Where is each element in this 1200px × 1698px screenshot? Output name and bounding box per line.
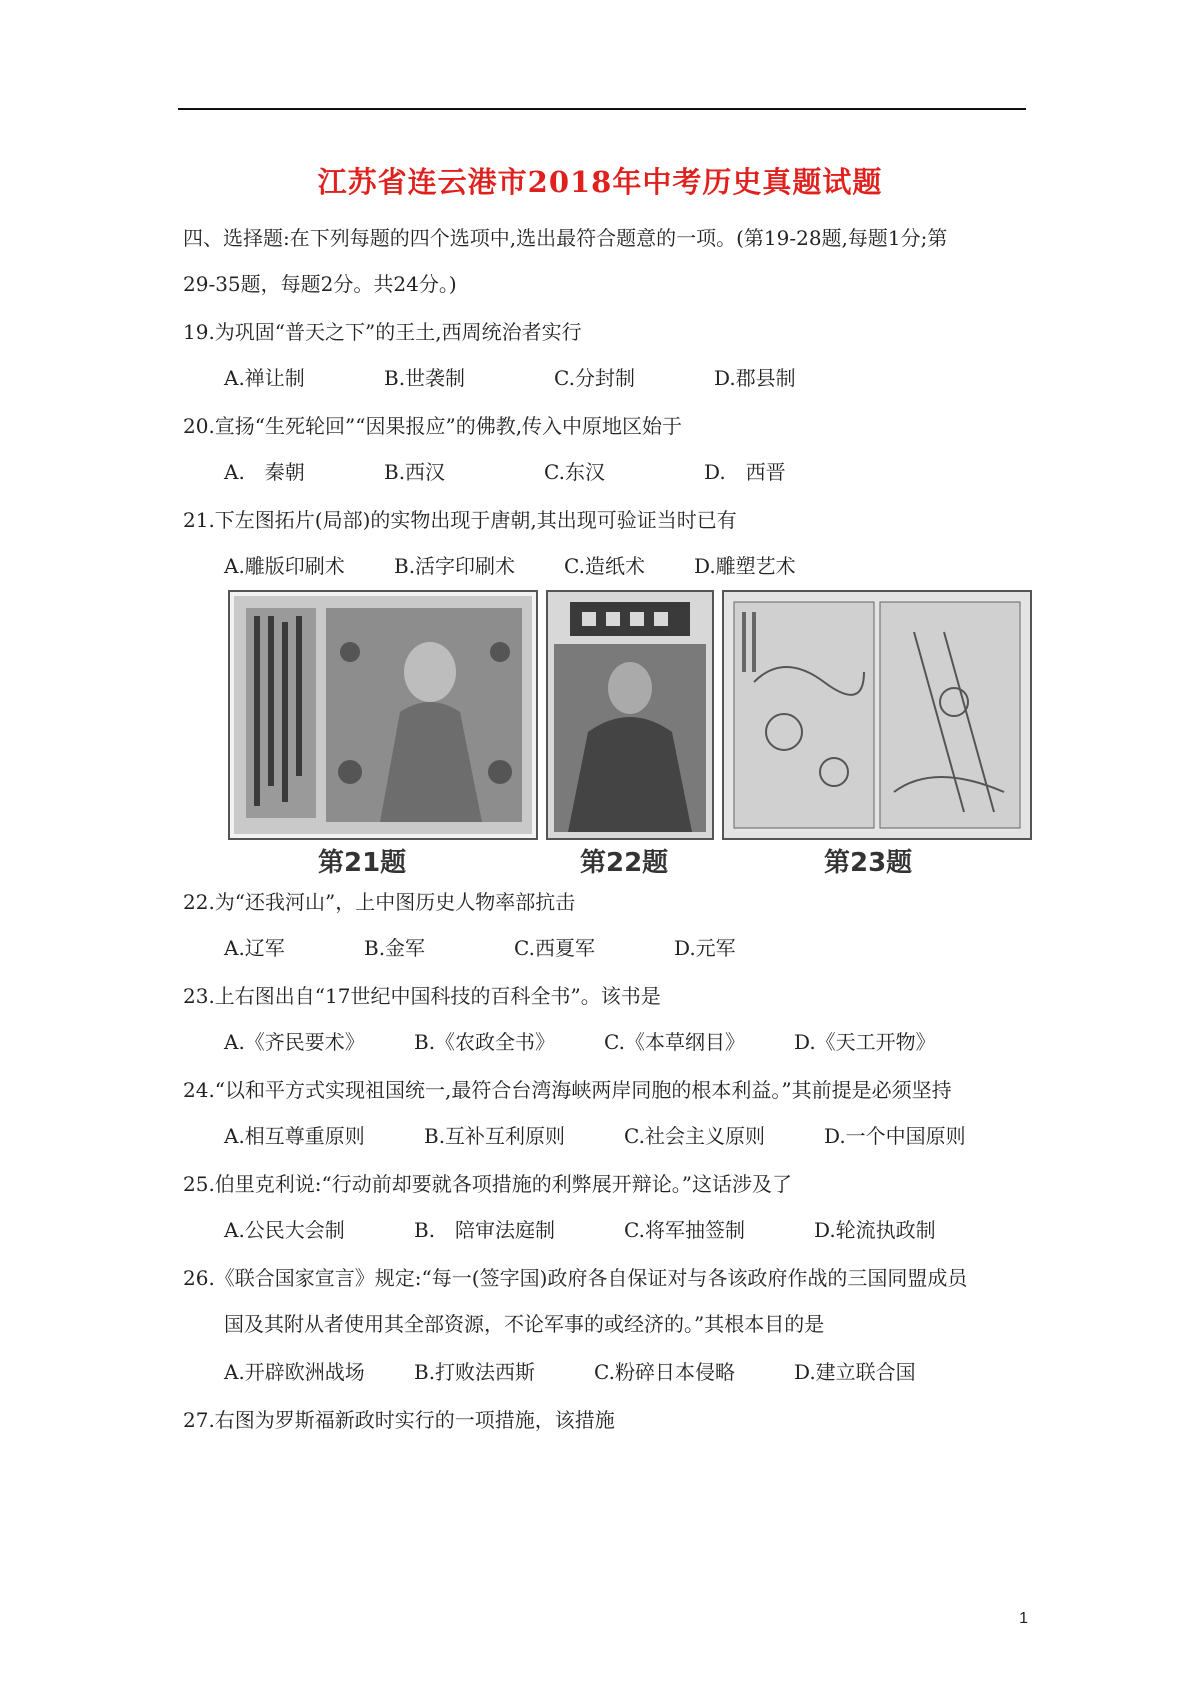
q25-option-d: D.轮流执政制 — [814, 1218, 936, 1242]
illustration-image — [722, 590, 1032, 840]
page-number: 1 — [1019, 1610, 1028, 1627]
question-26-stem-line-2: 国及其附从者使用其全部资源，不论军事的或经济的。”其根本目的是 — [224, 1312, 825, 1336]
q21-option-b: B.活字印刷术 — [394, 554, 516, 578]
top-rule — [178, 108, 1026, 110]
q22-option-c: C.西夏军 — [514, 936, 595, 960]
q23-option-c: C.《本草纲目》 — [604, 1030, 745, 1054]
q25-option-b: B. 陪审法庭制 — [414, 1218, 556, 1242]
intro-line-1: 四、选择题:在下列每题的四个选项中,选出最符合题意的一项。(第19-28题,每题1分;第 — [183, 226, 948, 250]
q19-option-b: B.世袭制 — [384, 366, 466, 390]
q24-option-b: B.互补互利原则 — [424, 1124, 566, 1148]
q19-option-d: D.郡县制 — [714, 366, 796, 390]
q21-option-a: A.雕版印刷术 — [224, 554, 345, 578]
intro-line-2: 29-35题，每题2分。共24分。) — [183, 272, 457, 296]
q26-option-b: B.打败法西斯 — [414, 1360, 536, 1384]
question-27-stem: 27.右图为罗斯福新政时实行的一项措施，该措施 — [183, 1408, 615, 1432]
q24-option-a: A.相互尊重原则 — [224, 1124, 365, 1148]
q22-option-d: D.元军 — [674, 936, 736, 960]
q26-option-a: A.开辟欧洲战场 — [224, 1360, 365, 1384]
q23-option-d: D.《天工开物》 — [794, 1030, 936, 1054]
caption-q22: 第22题 — [580, 848, 669, 878]
rubbing-image — [228, 590, 538, 840]
question-figures — [228, 590, 1038, 878]
question-22-stem: 22.为“还我河山”，上中图历史人物率部抗击 — [183, 890, 576, 914]
q25-option-a: A.公民大会制 — [224, 1218, 345, 1242]
q20-option-a: A. 秦朝 — [224, 460, 305, 484]
q19-option-a: A.禅让制 — [224, 366, 305, 390]
q26-option-d: D.建立联合国 — [794, 1360, 916, 1384]
question-24-stem: 24.“以和平方式实现祖国统一,最符合台湾海峡两岸同胞的根本利益。”其前提是必须坚持 — [183, 1078, 952, 1102]
question-20-stem: 20.宣扬“生死轮回”“因果报应”的佛教,传入中原地区始于 — [183, 414, 683, 438]
question-19-stem: 19.为巩固“普天之下”的王土,西周统治者实行 — [183, 320, 582, 344]
q19-option-c: C.分封制 — [554, 366, 635, 390]
q25-option-c: C.将军抽签制 — [624, 1218, 745, 1242]
q20-option-c: C.东汉 — [544, 460, 605, 484]
q24-option-c: C.社会主义原则 — [624, 1124, 765, 1148]
q21-option-d: D.雕塑艺术 — [694, 554, 796, 578]
question-23-stem: 23.上右图出自“17世纪中国科技的百科全书”。该书是 — [183, 984, 661, 1008]
q24-option-d: D.一个中国原则 — [824, 1124, 966, 1148]
q20-option-d: D. 西晋 — [704, 460, 786, 484]
portrait-image — [546, 590, 714, 840]
caption-q23: 第23题 — [824, 848, 913, 878]
question-25-stem: 25.伯里克利说:“行动前却要就各项措施的利弊展开辩论。”这话涉及了 — [183, 1172, 792, 1196]
question-21-stem: 21.下左图拓片(局部)的实物出现于唐朝,其出现可验证当时已有 — [183, 508, 737, 532]
question-26-stem-line-1: 26.《联合国家宣言》规定:“每一(签字国)政府各自保证对与各该政府作战的三国同盟成员 — [183, 1266, 968, 1290]
page-title: 江苏省连云港市2018年中考历史真题试题 — [317, 165, 883, 199]
q23-option-b: B.《农政全书》 — [414, 1030, 556, 1054]
q21-option-c: C.造纸术 — [564, 554, 645, 578]
q26-option-c: C.粉碎日本侵略 — [594, 1360, 735, 1384]
q20-option-b: B.西汉 — [384, 460, 446, 484]
q22-option-b: B.金军 — [364, 936, 426, 960]
q23-option-a: A.《齐民要术》 — [224, 1030, 365, 1054]
q22-option-a: A.辽军 — [224, 936, 285, 960]
caption-q21: 第21题 — [318, 848, 407, 878]
